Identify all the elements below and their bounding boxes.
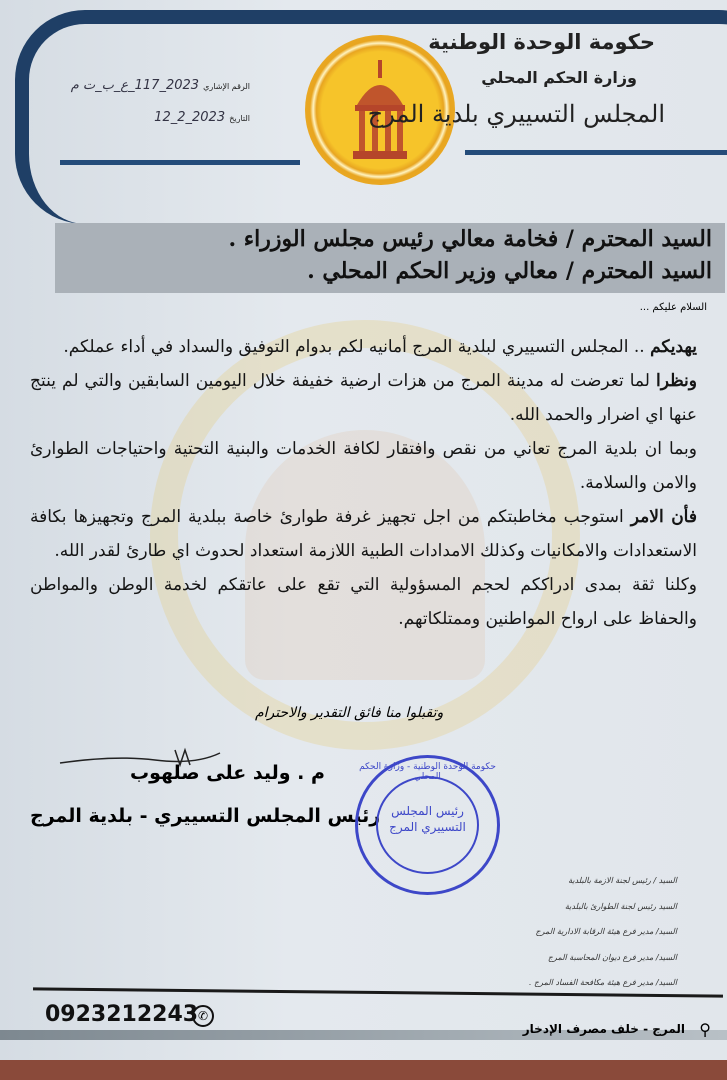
addressee-2: السيد المحترم / معالي وزير الحكم المحلي . (307, 258, 712, 284)
closing: وتقبلوا منا فائق التقدير والاحترام (255, 705, 444, 721)
addressee-1: السيد المحترم / فخامة معالي رئيس مجلس الوزراء . (228, 226, 712, 252)
ministry-name: وزارة الحكم المحلي (481, 68, 637, 87)
cc-list (529, 868, 677, 996)
cc-item: السيد/ مدير فرع هيئة الرقابة الادارية المرج (535, 927, 677, 936)
greeting: السلام عليكم ... (639, 302, 707, 313)
phone-icon: ✆ (192, 1005, 214, 1027)
signatory-name: م . وليد على صلهوب (130, 762, 325, 784)
council-name: المجلس التسييري بلدية المرج (367, 100, 665, 128)
letter-date: التاريخ 2023_2_12 (154, 110, 250, 125)
paragraph: ونظرا لما تعرضت له مدينة المرج من هزات ارضية خفيفة خلال اليومين السابقين والتي لم ينتج عنها اي اضرار والحمد الله. (30, 371, 697, 425)
government-name: حكومة الوحدة الوطنية (428, 30, 655, 54)
official-stamp: حكومة الوحدة الوطنية - وزارة الحكم المحلي رئيس المجلس التسييري المرج (355, 755, 500, 895)
header-divider (60, 160, 300, 165)
cc-item: السيد رئيس لجنة الطوارئ بالبلدية (564, 901, 677, 911)
reference-number: الرقم الإشاري 2023_117_ع_ب_ت م (70, 78, 250, 93)
location-pin-icon: ⚲ (699, 1020, 711, 1039)
cc-item: السيد / رئيس لجنة الازمة بالبلدية (568, 876, 677, 885)
letter-body (30, 330, 697, 636)
paragraph: وكلنا ثقة بمدى ادراككم لحجم المسؤولية التي تقع على عاتقكم لخدمة الوطن والمواطن والحفاظ على ارواح المواطنين وممتلكاتهم. (30, 575, 697, 629)
paragraph: فأن الامر استوجب مخاطبتكم من اجل تجهيز غرفة طوارئ خاصة ببلدية المرج وتجهيزها بكافة الاستعدادات والامكانيات وكذلك الامدادات الطبية اللازمة استعداد لحدوث اي طارئ لقدر الله. (30, 507, 697, 561)
header-divider (465, 150, 727, 155)
paragraph: وبما ان بلدية المرج تعاني من نقص وافتقار لكافة الخدمات والبنية التحتية واحتياجات الطوارئ والامن والسلامة. (30, 439, 697, 493)
cc-item: السيد/ مدير فرع ديوان المحاسبة المرج (547, 952, 677, 962)
phone-number: 0923212243 (45, 1002, 199, 1027)
paragraph: يهديكم .. المجلس التسييري لبلدية المرج أمانيه لكم بدوام التوفيق والسداد في أداء عملكم. (63, 337, 697, 357)
cc-item: السيد/ مدير فرع هيئة مكافحة الفساد المرج . (528, 978, 677, 987)
signatory-title: رئيس المجلس التسييري - بلدية المرج (30, 805, 381, 827)
address: المرج - خلف مصرف الإدخار (522, 1022, 685, 1036)
